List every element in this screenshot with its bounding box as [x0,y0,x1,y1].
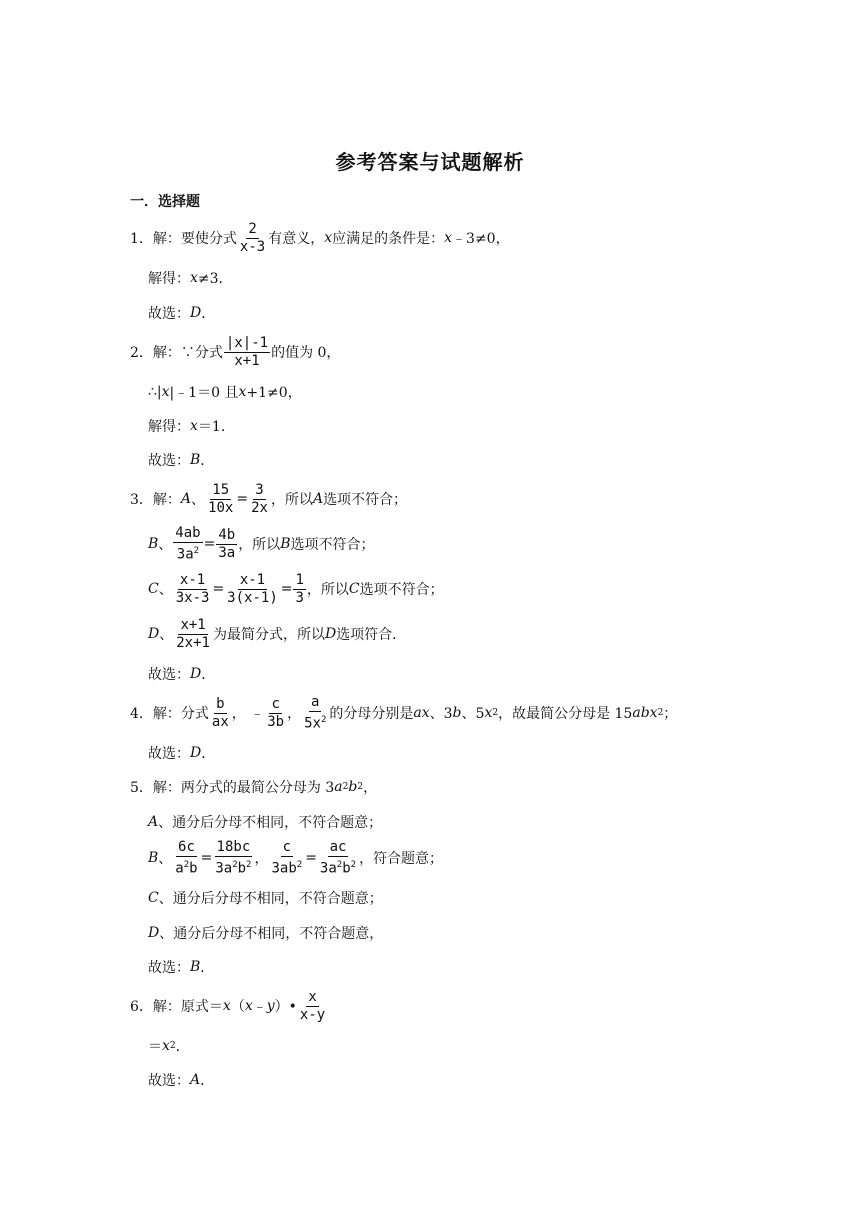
q2-solution: 解得： x ＝1． [148,418,235,435]
fraction: $\frac{c}{3b}$ [267,695,285,730]
section-heading: 一．选择题 [130,194,200,210]
q3-option-b: B 、 $\frac{4ab}{3a^2}$ = $\frac{4b}{3a}$ ，所以 B 选项不符合； [148,524,375,563]
q1-solution: 解得： x ≠3． [148,270,233,287]
q5-option-c: C 、通分后分母不相同，不符合题意； [148,890,383,907]
q5-answer: 故选： B ． [148,959,215,976]
q1-fraction: $\frac{2}{x-3}$ [239,220,266,255]
fraction: $\frac{c}{3ab^2}$ [271,838,303,877]
q2-fraction: $\frac{|x|-1}{x+1}$ [225,334,269,369]
q2-line-2: ∴| x |﹣1＝0 且 x +1≠0， [148,384,302,401]
fraction: $\frac{x+1}{2x+1}$ [176,616,210,651]
q3-option-a: 3．解： A 、 $\frac{15}{10x}$ = $\frac{3}{2x}$ ，所以 A 选项不符合； [130,481,408,516]
q3-answer: 故选： D ． [148,666,216,683]
q5-option-b: B 、 $\frac{6c}{a^2b}$ = $\frac{18bc}{3a^2b^2}$ ， $\frac{c}{3ab^2}$ = $\frac{ac}{3a^2b^2}$ ，符合题意； [148,838,444,877]
fraction: $\frac{x}{x-y}$ [299,988,326,1023]
fraction: $\frac{15}{10x}$ [208,481,234,516]
q6-result: ＝ x 2 ． [148,1038,190,1055]
q2-line-1: 2．解：∵分式 $\frac{|x|-1}{x+1}$ 的值为 0， [130,334,341,369]
fraction: $\frac{1}{3}$ [295,571,304,606]
fraction: $\frac{ac}{3a^2b^2}$ [319,838,357,877]
q3-option-c: C 、 $\frac{x-1}{3x-3}$ = $\frac{x-1}{3(x-1)}$ = $\frac{1}{3}$ ，所以 C 选项不符合； [148,571,444,606]
q3-option-d: D 、 $\frac{x+1}{2x+1}$ 为最简分式，所以 D 选项符合． [148,616,407,651]
q4-line-1: 4．解：分式 $\frac{b}{ax}$ ， ﹣ $\frac{c}{3b}$ ， $\frac{a}{5x^2}$ 的分母分别是 ax 、3 b 、5 x 2 ，故最简公分母是 15 abx 2 ； [130,693,678,732]
fraction: $\frac{18bc}{3a^2b^2}$ [215,838,252,877]
fraction: $\frac{3}{2x}$ [251,481,268,516]
q6-line-1: 6．解：原式＝ x （ x ﹣ y ）• $\frac{x}{x-y}$ [130,988,326,1023]
q4-answer: 故选： D ． [148,745,216,762]
page-title: 参考答案与试题解析 [335,150,525,174]
fraction: $\frac{x-1}{3(x-1)}$ [227,571,278,606]
q1-answer: 故选： D ． [148,305,216,322]
q1-line-1: 1．解：要使分式 $\frac{2}{x-3}$ 有意义， x 应满足的条件是： x ﹣3≠0， [130,220,510,255]
fraction: $\frac{6c}{a^2b}$ [175,838,198,877]
q2-answer: 故选： B ． [148,452,215,469]
fraction: $\frac{4b}{3a}$ [218,526,236,561]
q5-option-d: D 、通分后分母不相同，不符合题意， [148,925,384,942]
fraction: $\frac{4ab}{3a^2}$ [175,524,201,563]
fraction: $\frac{b}{ax}$ [211,695,229,730]
fraction: $\frac{a}{5x^2}$ [304,693,327,732]
q6-answer: 故选： A ． [148,1072,215,1089]
fraction: $\frac{x-1}{3x-3}$ [175,571,210,606]
q1-intro: 1．解：要使分式 [130,231,237,247]
q5-line-1: 5．解：两分式的最简公分母为 3 a 2 b 2 ， [130,779,378,796]
q5-option-a: A 、通分后分母不相同，不符合题意； [148,814,383,831]
